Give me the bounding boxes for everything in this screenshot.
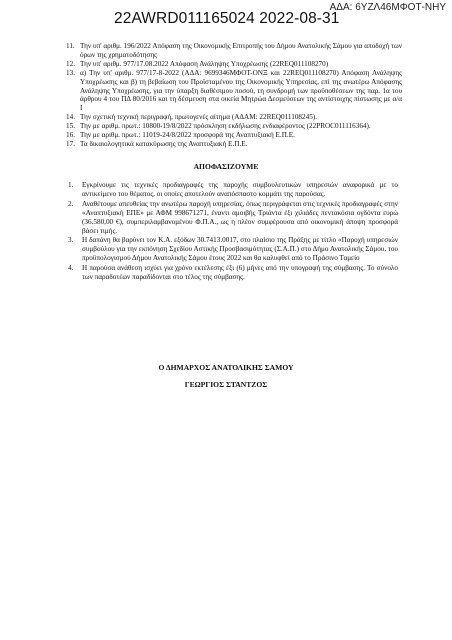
list-item [66, 42, 402, 60]
list-item [66, 131, 402, 140]
item-number: 1. [68, 181, 74, 189]
item-text: Την με αριθμ. πρωτ.: 10800-19/8/2022 πρόσκληση εκδήλωσης ενδιαφέροντος (22PROC011116364). [80, 122, 371, 131]
list-item [66, 181, 398, 199]
item-number: 2. [68, 199, 74, 208]
list-item [66, 264, 398, 282]
item-text: Εγκρίνουμε τις τεχνικές προδιαγραφές της παροχής συμβουλευτικών υπηρεσιών αναφορικά με το αντικείμενο του θέματος, οι οποίες αποτελούν αναπόσπαστο κομμάτι της παρούσας. [82, 181, 398, 198]
item-number: 17. [66, 139, 75, 148]
list-item [66, 69, 402, 114]
item-text: Την υπ' αριθμ. 977/17.08.2022 Απόφαση Ανάληψης Υποχρέωσης (22REQ011108270) [80, 59, 329, 68]
item-number: 13. [66, 68, 75, 77]
item-number: 16. [66, 131, 75, 140]
item-number: 14. [66, 113, 75, 122]
item-text: α) Την υπ' αριθμ. 977/17-8-2022 (ΑΔΑ: 9699346ΜΦΟΤ-ΟΝΞ και 22REQ011108270) Απόφαση Ανάληψης Υποχρέωσης και β) τη βεβαίωση του Προϊσταμένου της Οικονομικής Υπηρεσίας, επί της ανωτέρω Απόφασης Ανάληψης Υποχρέωσης, για την ύπαρξη διαθέσιμου ποσού, τη συνδρομή των προϋποθέσεων της παρ. 1α του άρθρου 4 του ΠΔ 80/2016 και τη δέσμευση στα οικεία Μητρώα Δεσμεύσεων της αντίστοιχης πίστωσης με α/α Ι [80, 68, 402, 113]
item-number: 3. [68, 236, 74, 245]
list-item [66, 140, 402, 149]
item-text: Η παρούσα ανάθεση ισχύει για χρόνο εκτέλεσης έξι (6) μήνες από την υπογραφή της σύμβασης. Το σύνολο των παραδοτέων παραδίδονται στο τέλος της σύμβασης. [82, 264, 398, 282]
item-number: 4. [68, 264, 74, 273]
item-text: Την με αριθμ. πρωτ.: 11019-24/8/2022 προσφορά της Αναπτυξιακή Ε.Π.Ε. [80, 131, 295, 140]
item-number: 12. [66, 59, 75, 68]
list-item [66, 122, 402, 131]
decision-heading: ΑΠΟΦΑΣΙΖΟΥΜΕ [193, 162, 259, 171]
item-number: 11. [66, 42, 75, 50]
signatory-title: Ο ΔΗΜΑΡΧΟΣ ΑΝΑΤΟΛΙΚΗΣ ΣΑΜΟΥ [158, 363, 294, 372]
item-text: Αναθέτουμε απευθείας την ανωτέρω παροχή υπηρεσίας, όπως περιγράφεται στις τεχνικές προδιαγραφές στην «Αναπτυξιακή ΕΠΕ» με ΑΦΜ 998671271, έναντι αμοιβής Τριάντα έξι χιλιάδες πεντακόσια ογδόντα ευρώ (36.580,00 €), συμπεριλαμβανομένου Φ.Π.Α., ως η πλέον συμφέρουσα από οικονομική άποψη προσφορά βάσει τιμής. [82, 199, 398, 235]
item-text: Η δαπάνη θα βαρύνει τον Κ.Α. εξόδων 30.7413.0017, στο πλαίσιο της Πράξης με τίτλο «Παροχή υπηρεσιών συμβούλου για την εκπόνηση Σχεδίου Αστικής Προσβασιμότητας (Σ.Α.Π.) στο Δήμο Ανατολικής Σάμου, του προϋπολογισμού Δήμου Ανατολικής Σάμου έτους 2022 και θα καλυφθεί από το Πράσινο Ταμείο [82, 236, 398, 263]
item-number: 15. [66, 122, 75, 131]
list-item [66, 113, 402, 122]
item-text: Τα δικαιολογητικά κατακύρωσης της Αναπτυξιακή Ε.Π.Ε. [80, 139, 248, 148]
decisions-list [66, 181, 398, 283]
item-text: Την σχετική τεχνική περιγραφή, πρωτογενές αίτημα (ΑΔΑΜ: 22REQ011108245). [80, 113, 317, 122]
item-text: Την υπ' αριθμ. 196/2022 Απόφαση της Οικονομικής Επιτροπής του Δήμου Ανατολικής Σάμου για αποδοχή των όρων της χρηματοδότησης [80, 42, 402, 59]
signatory-name: ΓΕΩΡΓΙΟΣ ΣΤΑΝΤΖΟΣ [184, 380, 268, 389]
list-item [66, 200, 398, 236]
ada-code: ΑΔΑ: 6ΥΖΛ46ΜΦΟΤ-ΝΗΥ [329, 2, 446, 13]
document-code: 22AWRD011165024 2022-08-31 [114, 10, 340, 27]
considerations-list [66, 42, 402, 149]
list-item [66, 236, 398, 263]
list-item [66, 60, 402, 69]
